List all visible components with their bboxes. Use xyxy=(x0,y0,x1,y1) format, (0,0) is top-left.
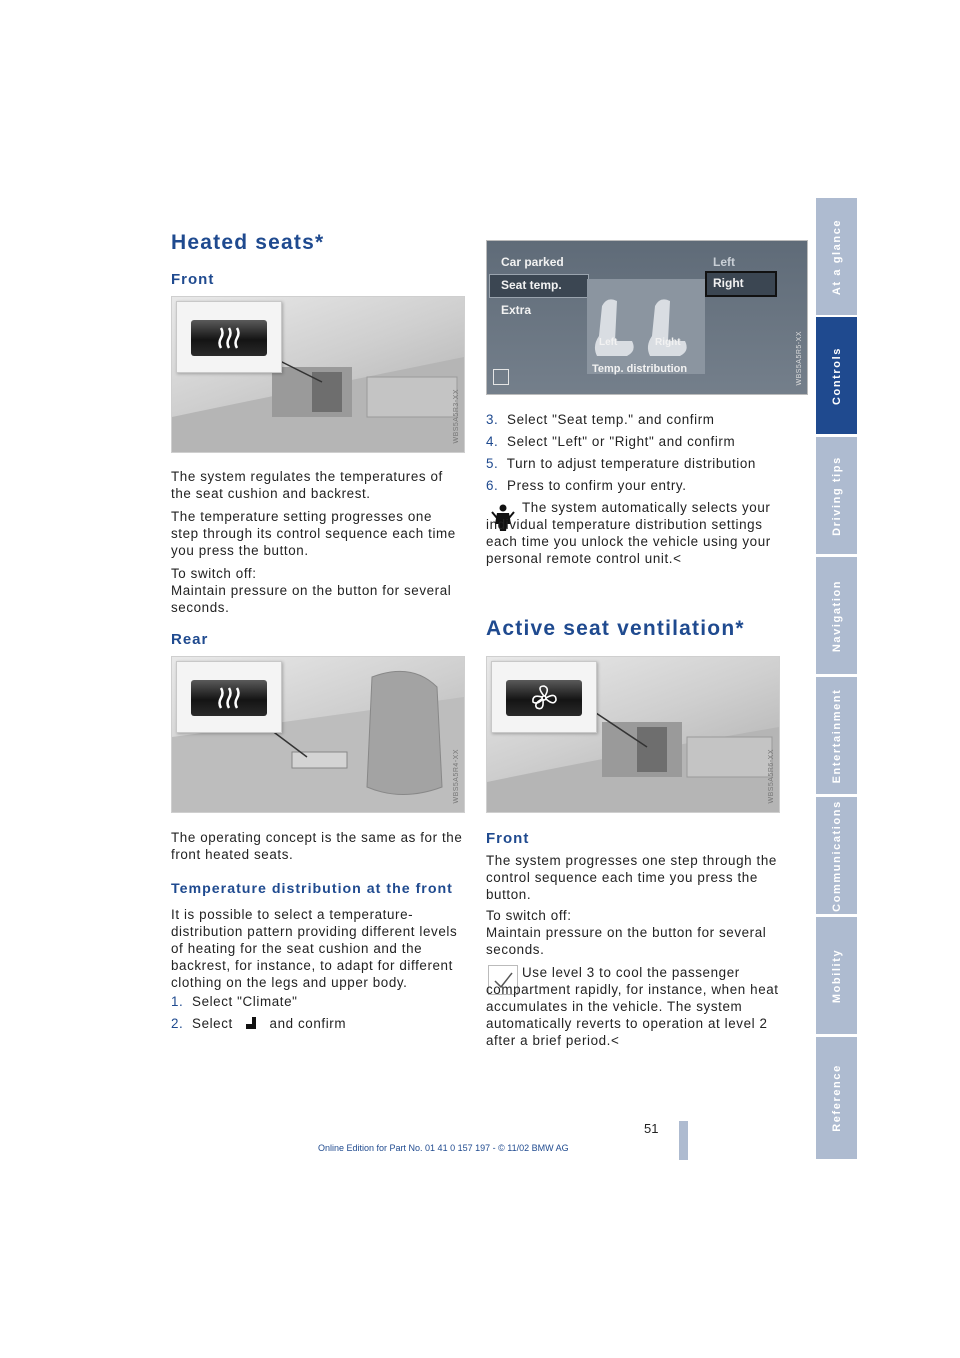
rear-heated-seat-image xyxy=(171,656,465,813)
tab-mobility[interactable]: Mobility xyxy=(816,917,857,1034)
seat-distribution-icon xyxy=(237,1015,265,1032)
heated-seats-title: Heated seats* xyxy=(171,231,325,254)
option-left: Left xyxy=(713,255,735,269)
tab-controls[interactable]: Controls xyxy=(816,317,857,434)
seat-label-left: Left xyxy=(599,337,618,348)
footer-temp-distribution: Temp. distribution xyxy=(592,363,688,375)
back-icon xyxy=(493,369,509,385)
seat-ventilation-image xyxy=(486,656,780,813)
temp-distribution-heading: Temperature distribution at the front xyxy=(171,881,453,897)
front-heated-seat-image xyxy=(171,296,465,453)
ventilation-note: Use level 3 to cool the passenger compartment rapidly, for instance, when heat accumulates in the vehicle. The system automatically reverts to operation at level 2 after a brief period.< xyxy=(486,965,779,1048)
menu-car-parked: Car parked xyxy=(501,255,564,269)
step-3: 3. Select "Seat temp." and confirm xyxy=(486,412,715,427)
seat-heating-button-icon xyxy=(191,320,267,356)
menu-seat-temp: Seat temp. xyxy=(501,278,562,292)
step-4: 4. Select "Left" or "Right" and confirm xyxy=(486,434,736,449)
step-6: 6. Press to confirm your entry. xyxy=(486,478,687,493)
tab-at-a-glance[interactable]: At a glance xyxy=(816,198,857,315)
front-para-1: The system regulates the temperatures of the seat cushion and backrest. xyxy=(171,469,443,501)
tab-reference[interactable]: Reference xyxy=(816,1037,857,1159)
ventilation-para-2: To switch off: xyxy=(486,908,572,923)
image-code: WBS5A5R4-XX xyxy=(453,749,460,804)
page-number: 51 xyxy=(644,1121,659,1136)
front-para-4: Maintain pressure on the button for several seconds. xyxy=(171,583,452,615)
front-para-2: The temperature setting progresses one step through its control sequence each time you press the button. xyxy=(171,509,456,558)
menu-extra: Extra xyxy=(501,303,532,317)
rear-heading: Rear xyxy=(171,631,209,648)
ventilation-front-heading: Front xyxy=(486,830,530,847)
tab-communications[interactable]: Communications xyxy=(816,797,857,914)
front-heading: Front xyxy=(171,271,215,288)
seat-label-right: Right xyxy=(655,337,681,348)
ventilation-title: Active seat ventilation* xyxy=(486,617,745,640)
seat-graphics xyxy=(587,286,707,366)
tab-navigation[interactable]: Navigation xyxy=(816,557,857,674)
image-code: WBS5A5R3-XX xyxy=(453,389,460,444)
image-code: WBS5A5R6-XX xyxy=(768,749,775,804)
image-code: WBS5A5R5-XX xyxy=(796,331,803,386)
step-1: 1. Select "Climate" xyxy=(171,994,298,1009)
tab-entertainment[interactable]: Entertainment xyxy=(816,677,857,794)
tab-driving-tips[interactable]: Driving tips xyxy=(816,437,857,554)
front-para-3: To switch off: xyxy=(171,566,257,581)
seat-ventilation-button-icon xyxy=(506,680,582,716)
ventilation-para-1: The system progresses one step through the control sequence each time you press the button. xyxy=(486,853,777,902)
footer-edition: Online Edition for Part No. 01 41 0 157 197 - © 11/02 BMW AG xyxy=(318,1143,569,1153)
option-right: Right xyxy=(713,276,744,290)
step-5: 5. Turn to adjust temperature distribution xyxy=(486,456,756,471)
temp-distribution-para: It is possible to select a temperature-distribution pattern providing different levels of heating for the seat cushion and the backrest, for instance, to adapt for different clothing on the legs and upper body. xyxy=(171,907,458,990)
ventilation-para-3: Maintain pressure on the button for several seconds. xyxy=(486,925,767,957)
rear-para: The operating concept is the same as for the front heated seats. xyxy=(171,830,463,862)
idrive-screen-image xyxy=(486,240,808,395)
remote-note: The system automatically selects your individual temperature distribution settings each time you unlock the vehicle using your personal remote control unit.< xyxy=(486,500,771,566)
step-2: 2. Select and confirm xyxy=(171,1016,347,1031)
page-marker-bar xyxy=(679,1121,688,1160)
rear-seat-heating-button-icon xyxy=(191,680,267,716)
